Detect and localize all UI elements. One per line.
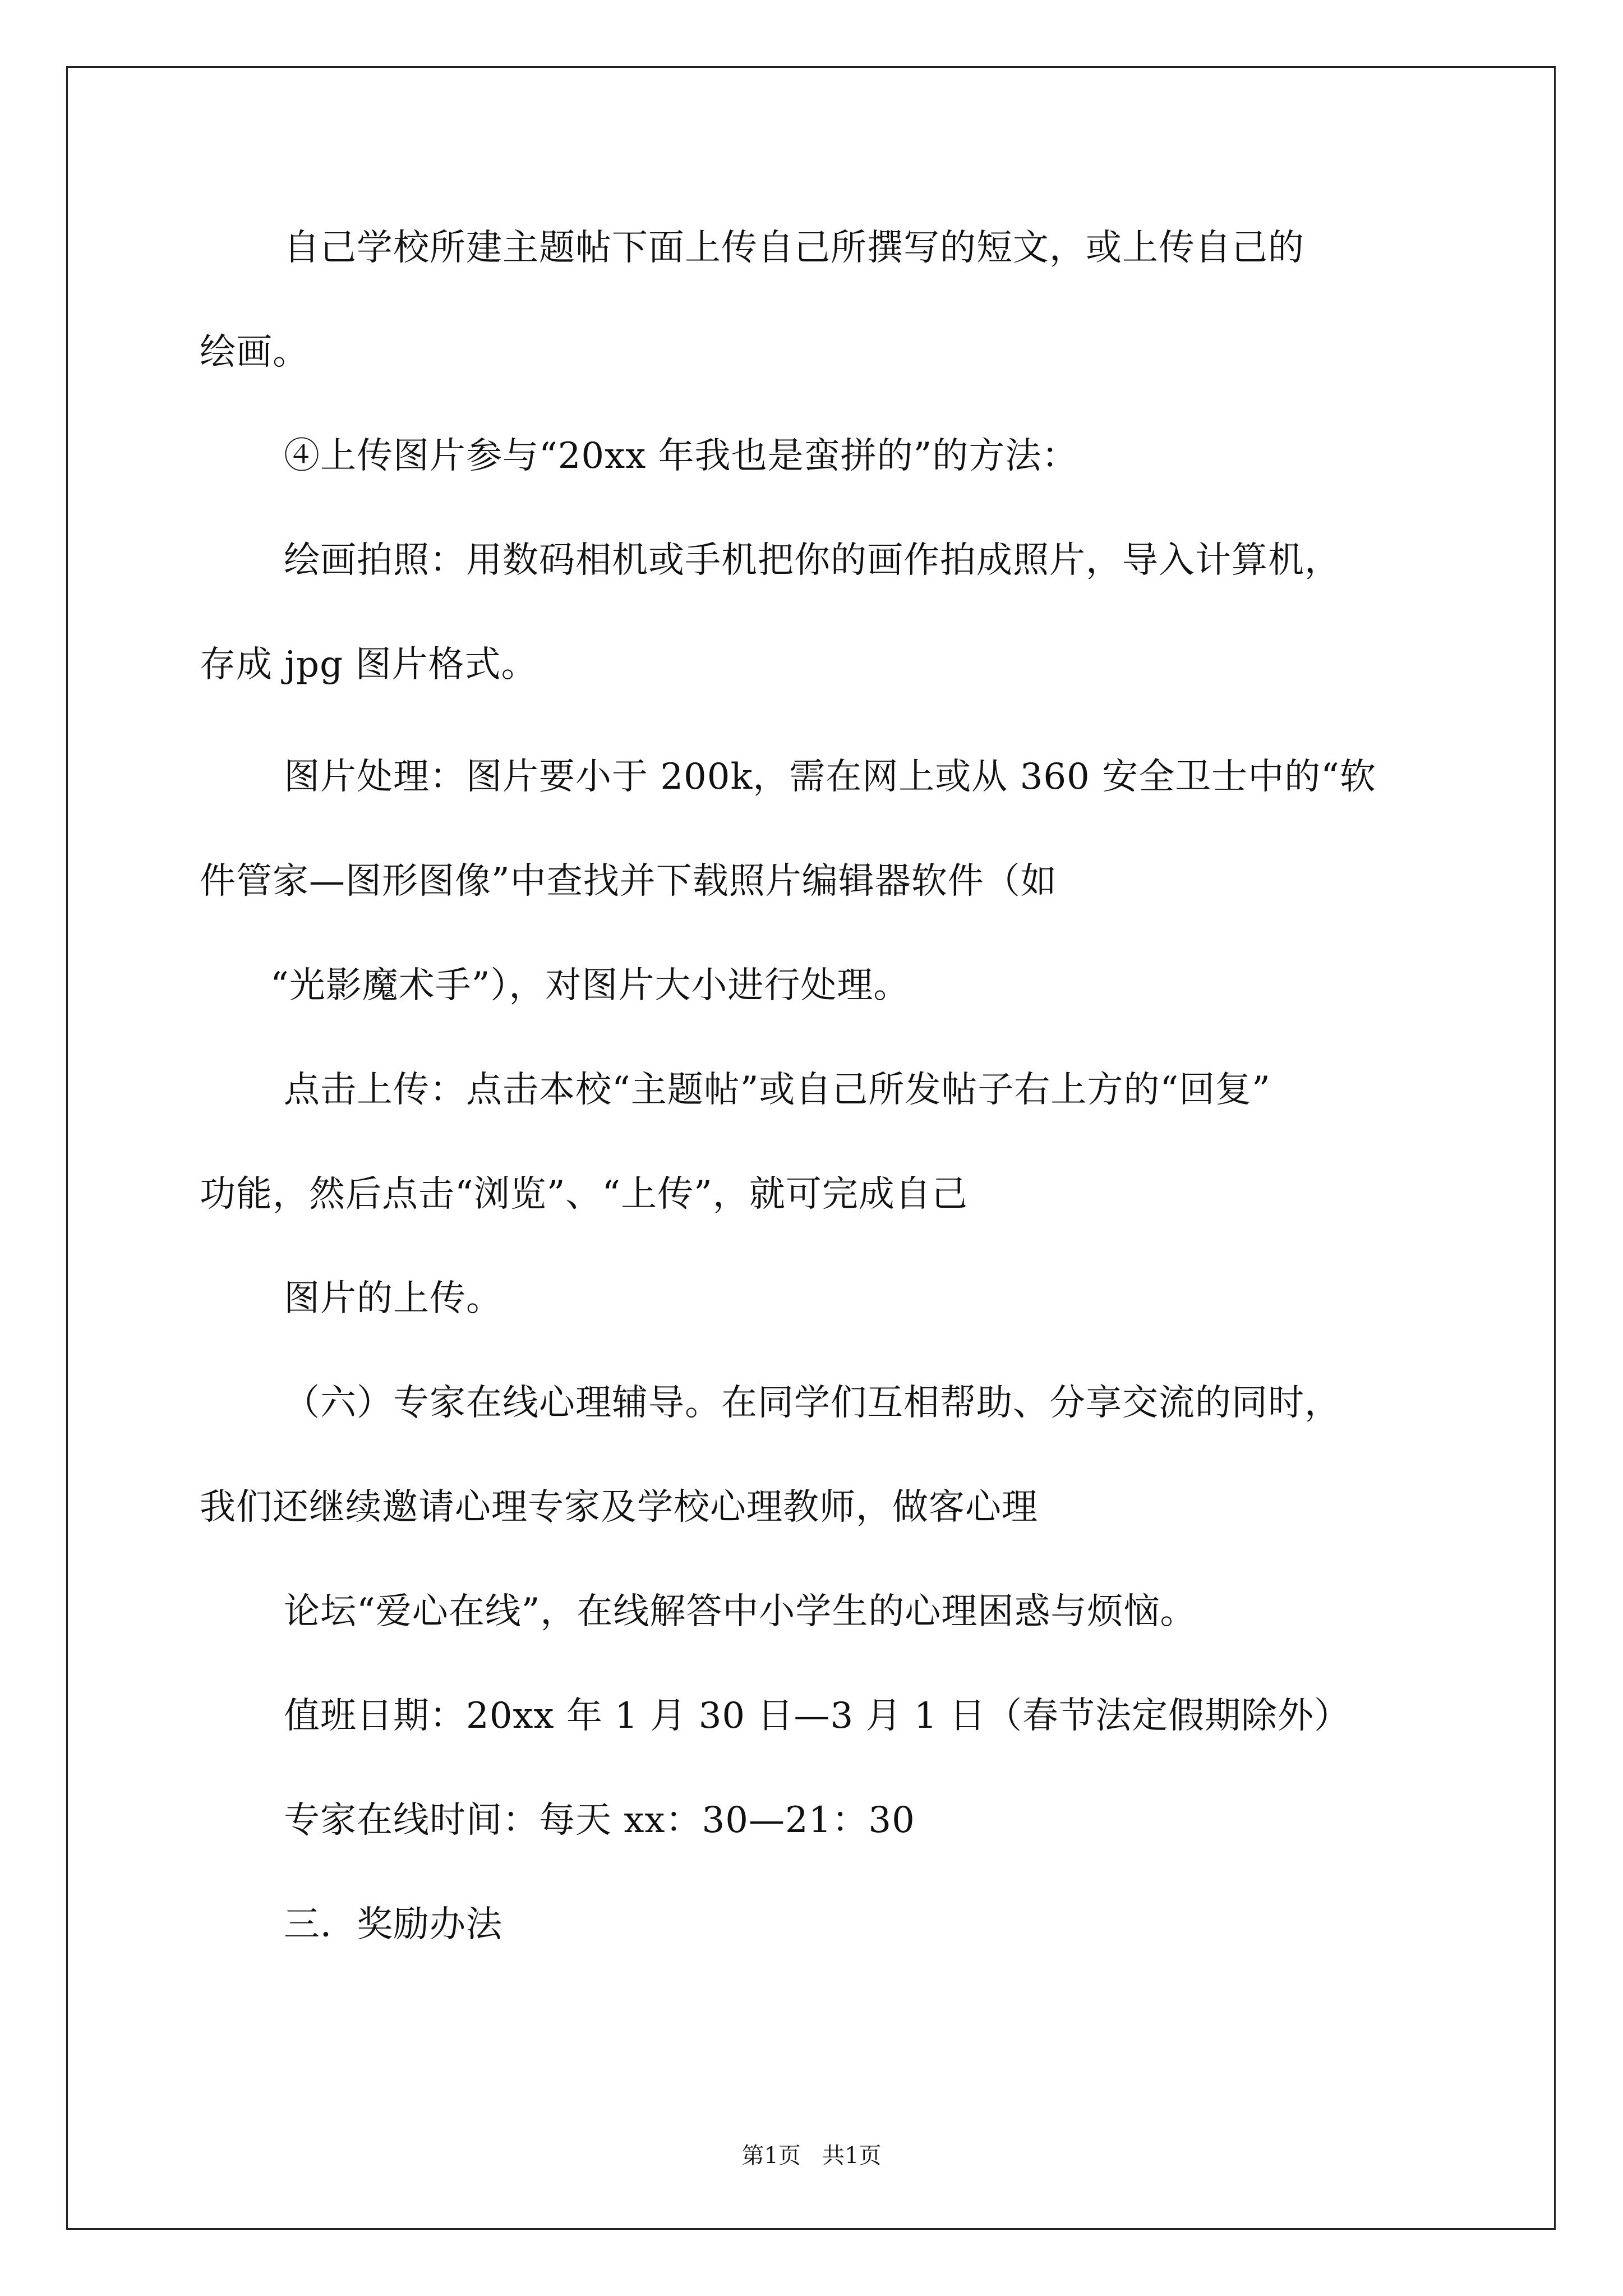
paragraph-line: 专家在线时间：每天 xx：30—21：30 [284, 1800, 915, 1841]
paragraph-line: 点击上传：点击本校“主题帖”或自己所发帖子右上方的“回复” [284, 1069, 1271, 1111]
paragraph-line: （六）专家在线心理辅导。在同学们互相帮助、分享交流的同时， [284, 1382, 1341, 1424]
paragraph-line: 我们还继续邀请心理专家及学校心理教师，做客心理 [200, 1487, 1038, 1528]
paragraph-line: 论坛“爱心在线”，在线解答中小学生的心理困惑与烦恼。 [284, 1591, 1197, 1632]
paragraph-line: 件管家—图形图像”中查找并下载照片编辑器软件（如 [200, 861, 1057, 902]
section-heading: 三．奖励办法 [284, 1904, 502, 1945]
paragraph-line: 值班日期：20xx 年 1 月 30 日—3 月 1 日（春节法定假期除外） [284, 1695, 1350, 1737]
paragraph-line: 图片的上传。 [284, 1278, 502, 1319]
paragraph-line: 图片处理：图片要小于 200k，需在网上或从 360 安全卫士中的“软 [284, 756, 1376, 798]
paragraph-line: 功能，然后点击“浏览”、“上传”，就可完成自己 [200, 1174, 968, 1215]
paragraph-line: ④上传图片参与“20xx 年我也是蛮拼的”的方法： [284, 435, 1078, 477]
paragraph-line: 自己学校所建主题帖下面上传自己所撰写的短文，或上传自己的 [284, 227, 1304, 269]
paragraph-line: 绘画拍照：用数码相机或手机把你的画作拍成照片，导入计算机， [284, 540, 1341, 581]
paragraph-line: 存成 jpg 图片格式。 [200, 644, 538, 685]
paragraph-line: “光影魔术手”），对图片大小进行处理。 [270, 965, 910, 1006]
page-number-footer: 第1页 共1页 [741, 2143, 882, 2169]
paragraph-line: 绘画。 [200, 332, 309, 373]
